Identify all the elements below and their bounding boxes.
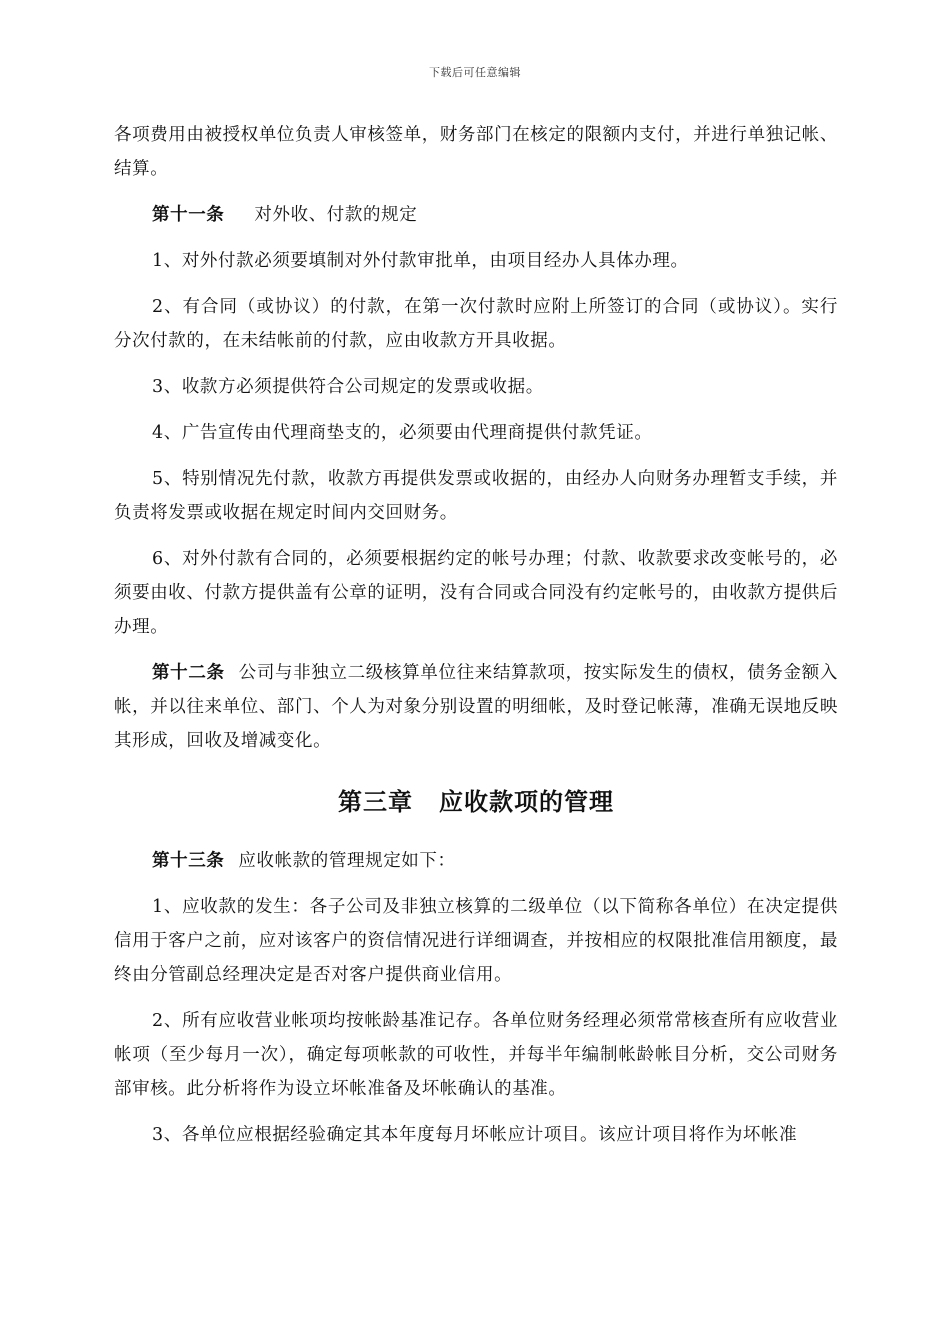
article-11-item-5: 5、特别情况先付款，收款方再提供发票或收据的，由经办人向财务办理暂支手续，并负责将发票或收据在规定时间内交回财务。 — [114, 469, 838, 523]
chapter-3-name: 应收款项的管理 — [439, 787, 614, 816]
header-note: 下载后可任意编辑 — [429, 66, 521, 79]
article-11-item-2: 2、有合同（或协议）的付款，在第一次付款时应附上所签订的合同（或协议）。实行分次付款的，在未结帐前的付款，应由收款方开具收据。 — [114, 297, 838, 351]
article-13-item-1: 1、应收款的发生：各子公司及非独立核算的二级单位（以下简称各单位）在决定提供信用于客户之前，应对该客户的资信情况进行详细调查，并按相应的权限批准信用额度，最终由分管副总经理决定是否对客户提供商业信用。 — [114, 897, 838, 985]
article-11-item-1: 1、对外付款必须要填制对外付款审批单，由项目经办人具体办理。 — [152, 251, 689, 271]
chapter-3-number: 第三章 — [338, 787, 413, 816]
document-body — [114, 118, 838, 1152]
article-13-item-2: 2、所有应收营业帐项均按帐龄基准记存。各单位财务经理必须常常核查所有应收营业帐项（至少每月一次），确定每项帐款的可收性，并每半年编制帐龄帐目分析，交公司财务部审核。此分析将作为设立坏帐准备及坏帐确认的基准。 — [114, 1011, 838, 1099]
article-12-number: 第十二条 — [152, 663, 225, 683]
intro-paragraph: 各项费用由被授权单位负责人审核签单，财务部门在核定的限额内支付，并进行单独记帐、结算。 — [114, 125, 838, 179]
article-13-title: 应收帐款的管理规定如下： — [238, 851, 456, 871]
article-13-heading — [114, 844, 838, 878]
article-12-text: 公司与非独立二级核算单位往来结算款项，按实际发生的债权，债务金额入帐，并以往来单位、部门、个人为对象分别设置的明细帐，及时登记帐薄，准确无误地反映其形成，回收及增减变化。 — [114, 663, 838, 751]
article-11-item-6: 6、对外付款有合同的，必须要根据约定的帐号办理；付款、收款要求改变帐号的，必须要由收、付款方提供盖有公章的证明，没有合同或合同没有约定帐号的，由收款方提供后办理。 — [114, 549, 838, 637]
article-11-item-3: 3、收款方必须提供符合公司规定的发票或收据。 — [152, 377, 544, 397]
article-12-paragraph — [114, 656, 838, 758]
article-11-item-4: 4、广告宣传由代理商垫支的，必须要由代理商提供付款凭证。 — [152, 423, 653, 443]
article-13-item-3: 3、各单位应根据经验确定其本年度每月坏帐应计项目。该应计项目将作为坏帐准 — [152, 1125, 798, 1145]
chapter-3-title — [114, 780, 838, 824]
article-11-heading — [114, 198, 838, 232]
article-11-number: 第十一条 — [152, 205, 225, 225]
article-11-title: 对外收、付款的规定 — [254, 205, 418, 225]
article-13-number: 第十三条 — [152, 851, 225, 871]
